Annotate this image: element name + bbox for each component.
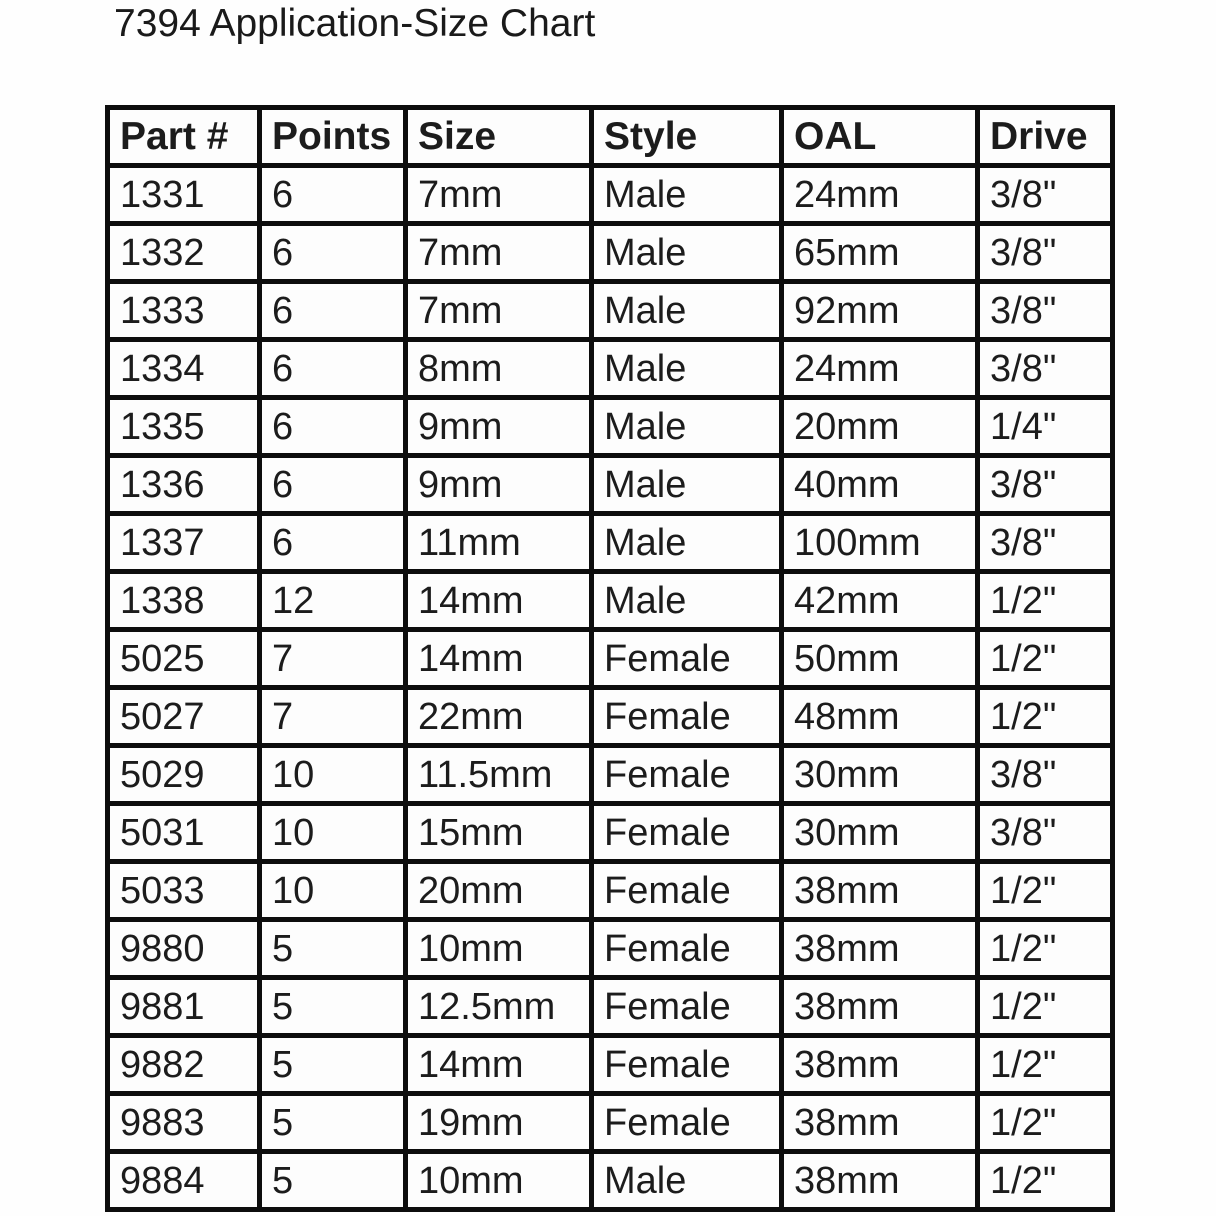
- table-cell: 9mm: [406, 398, 592, 456]
- table-cell: 22mm: [406, 688, 592, 746]
- table-cell: Male: [592, 340, 782, 398]
- table-cell: 1338: [108, 572, 260, 630]
- table-cell: 5: [260, 978, 406, 1036]
- table-cell: Female: [592, 920, 782, 978]
- table-cell: 9mm: [406, 456, 592, 514]
- table-cell: 5033: [108, 862, 260, 920]
- table-row: [108, 688, 1113, 746]
- table-cell: Male: [592, 514, 782, 572]
- column-header-size: Size: [406, 108, 592, 166]
- table-row: [108, 398, 1113, 456]
- table-cell: 1332: [108, 224, 260, 282]
- table-cell: 5025: [108, 630, 260, 688]
- table-cell: 5031: [108, 804, 260, 862]
- table-cell: 3/8": [978, 282, 1113, 340]
- table-cell: 6: [260, 224, 406, 282]
- table-cell: 10: [260, 746, 406, 804]
- table-cell: 7mm: [406, 282, 592, 340]
- table-cell: 1/2": [978, 978, 1113, 1036]
- table-cell: 30mm: [782, 804, 978, 862]
- table-cell: 9880: [108, 920, 260, 978]
- table-cell: 9884: [108, 1152, 260, 1210]
- table-row: [108, 456, 1113, 514]
- table-cell: 5029: [108, 746, 260, 804]
- table-cell: Male: [592, 1152, 782, 1210]
- table-cell: 38mm: [782, 1036, 978, 1094]
- table-row: [108, 166, 1113, 224]
- table-cell: 6: [260, 282, 406, 340]
- table-cell: 10: [260, 804, 406, 862]
- table-cell: 3/8": [978, 224, 1113, 282]
- table-cell: Female: [592, 630, 782, 688]
- table-cell: 7mm: [406, 166, 592, 224]
- table-cell: 30mm: [782, 746, 978, 804]
- table-cell: 50mm: [782, 630, 978, 688]
- table-cell: 6: [260, 514, 406, 572]
- table-cell: 1/2": [978, 572, 1113, 630]
- table-row: [108, 282, 1113, 340]
- table-row: [108, 224, 1113, 282]
- table-cell: 3/8": [978, 514, 1113, 572]
- table-cell: 1/2": [978, 862, 1113, 920]
- table-cell: 5: [260, 1094, 406, 1152]
- table-cell: Male: [592, 456, 782, 514]
- column-header-points: Points: [260, 108, 406, 166]
- table-cell: 3/8": [978, 746, 1113, 804]
- table-cell: 14mm: [406, 1036, 592, 1094]
- table-cell: Male: [592, 572, 782, 630]
- table-cell: 1334: [108, 340, 260, 398]
- table-cell: 15mm: [406, 804, 592, 862]
- table-row: [108, 978, 1113, 1036]
- table-cell: 24mm: [782, 340, 978, 398]
- table-cell: 20mm: [406, 862, 592, 920]
- table-cell: Male: [592, 224, 782, 282]
- table-cell: 40mm: [782, 456, 978, 514]
- table-cell: 1/2": [978, 1036, 1113, 1094]
- table-cell: 1/2": [978, 920, 1113, 978]
- table-cell: 3/8": [978, 340, 1113, 398]
- table-row: [108, 1094, 1113, 1152]
- table-cell: 38mm: [782, 1152, 978, 1210]
- column-header-style: Style: [592, 108, 782, 166]
- table-cell: 11mm: [406, 514, 592, 572]
- table-cell: 38mm: [782, 862, 978, 920]
- table-cell: 65mm: [782, 224, 978, 282]
- table-cell: 1337: [108, 514, 260, 572]
- table-cell: 3/8": [978, 804, 1113, 862]
- table-cell: 5: [260, 1036, 406, 1094]
- column-header-oal: OAL: [782, 108, 978, 166]
- table-cell: 10mm: [406, 920, 592, 978]
- size-chart-header-row: [108, 108, 1113, 166]
- table-cell: 6: [260, 166, 406, 224]
- table-cell: Male: [592, 166, 782, 224]
- table-cell: Male: [592, 398, 782, 456]
- table-row: [108, 1152, 1113, 1210]
- table-cell: 5: [260, 1152, 406, 1210]
- table-row: [108, 1036, 1113, 1094]
- table-cell: 1/2": [978, 1152, 1113, 1210]
- table-cell: 9882: [108, 1036, 260, 1094]
- table-cell: 8mm: [406, 340, 592, 398]
- column-header-drive: Drive: [978, 108, 1113, 166]
- table-row: [108, 630, 1113, 688]
- table-row: [108, 340, 1113, 398]
- table-row: [108, 514, 1113, 572]
- table-cell: 38mm: [782, 920, 978, 978]
- table-cell: 10mm: [406, 1152, 592, 1210]
- table-row: [108, 920, 1113, 978]
- table-cell: 1/2": [978, 1094, 1113, 1152]
- table-cell: Female: [592, 746, 782, 804]
- table-cell: Female: [592, 688, 782, 746]
- table-cell: 1333: [108, 282, 260, 340]
- table-cell: Female: [592, 804, 782, 862]
- page-title: 7394 Application-Size Chart: [114, 2, 596, 45]
- table-row: [108, 862, 1113, 920]
- table-cell: 6: [260, 340, 406, 398]
- table-row: [108, 746, 1113, 804]
- table-cell: 24mm: [782, 166, 978, 224]
- table-cell: 5: [260, 920, 406, 978]
- table-cell: Female: [592, 862, 782, 920]
- table-cell: 38mm: [782, 978, 978, 1036]
- table-cell: 6: [260, 398, 406, 456]
- table-cell: 1/4": [978, 398, 1113, 456]
- size-chart-body: [108, 166, 1113, 1210]
- table-cell: 20mm: [782, 398, 978, 456]
- table-cell: 1335: [108, 398, 260, 456]
- table-cell: 7: [260, 630, 406, 688]
- table-cell: 100mm: [782, 514, 978, 572]
- table-cell: 5027: [108, 688, 260, 746]
- table-row: [108, 572, 1113, 630]
- table-cell: 14mm: [406, 572, 592, 630]
- table-row: [108, 804, 1113, 862]
- table-cell: 11.5mm: [406, 746, 592, 804]
- table-cell: 42mm: [782, 572, 978, 630]
- table-cell: Female: [592, 978, 782, 1036]
- table-cell: 9881: [108, 978, 260, 1036]
- size-chart-table: [105, 105, 1115, 1212]
- table-cell: 48mm: [782, 688, 978, 746]
- table-cell: 14mm: [406, 630, 592, 688]
- table-cell: 7: [260, 688, 406, 746]
- table-cell: Male: [592, 282, 782, 340]
- table-cell: 1331: [108, 166, 260, 224]
- table-cell: 3/8": [978, 166, 1113, 224]
- table-cell: 12.5mm: [406, 978, 592, 1036]
- column-header-part: Part #: [108, 108, 260, 166]
- table-cell: 6: [260, 456, 406, 514]
- table-cell: 38mm: [782, 1094, 978, 1152]
- table-cell: 7mm: [406, 224, 592, 282]
- table-cell: 10: [260, 862, 406, 920]
- table-cell: 12: [260, 572, 406, 630]
- table-cell: 1336: [108, 456, 260, 514]
- table-cell: Female: [592, 1036, 782, 1094]
- table-cell: 1/2": [978, 630, 1113, 688]
- table-cell: 19mm: [406, 1094, 592, 1152]
- table-cell: Female: [592, 1094, 782, 1152]
- table-cell: 92mm: [782, 282, 978, 340]
- table-cell: 1/2": [978, 688, 1113, 746]
- table-cell: 3/8": [978, 456, 1113, 514]
- table-cell: 9883: [108, 1094, 260, 1152]
